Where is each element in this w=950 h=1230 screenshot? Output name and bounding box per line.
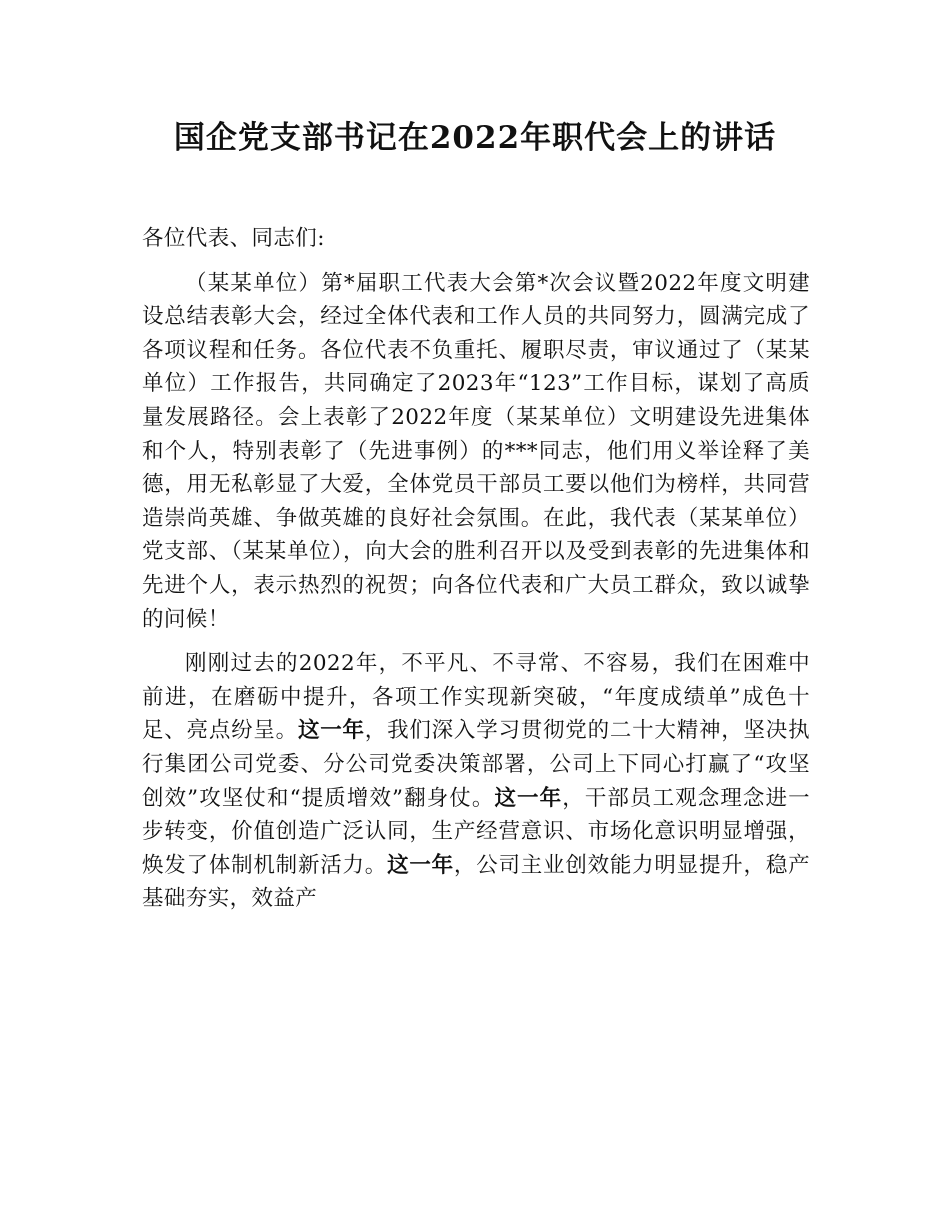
paragraph-2-text-2: ，干部员工观念理念进一步转变，价值创造广泛认同，生产经营意识、市场化意识明显增强，焕发了体制机制新活力。: [142, 785, 811, 878]
paragraph-2-intro: 刚刚过去的2022年，不平凡、不寻常、不容易，我们在困难中前进，在磨砺中提升，各项工作实现新突破，“年度成绩单”成色十足、亮点纷呈。: [142, 651, 810, 744]
paragraph-2: [142, 647, 810, 916]
paragraph-2-text-3: ，公司主业创效能力明显提升，稳产基础夯实，效益产: [142, 852, 811, 912]
document-title: 国企党支部书记在2022年职代会上的讲话: [173, 120, 777, 156]
paragraph-2-text-1: ，我们深入学习贯彻党的二十大精神，坚决执行集团公司党委、分公司党委决策部署，公司上下同心打赢了“攻坚创效”攻坚仗和“提质增效”翻身仗。: [142, 718, 810, 811]
greeting: 各位代表、同志们:: [142, 226, 325, 251]
bold-lead-2: 这一年: [494, 785, 563, 811]
bold-lead-3: 这一年: [387, 852, 454, 878]
bold-lead-1: 这一年: [297, 718, 365, 744]
paragraph-1: （某某单位）第*届职工代表大会第*次会议暨2022年度文明建设总结表彰大会，经过全体代表和工作人员的共同努力，圆满完成了各项议程和任务。各位代表不负重托、履职尽责，审议通过了（某某单位）工作报告，共同确定了2023年“123”工作目标，谋划了高质量发展路径。会上表彰了2022年度（某某单位）文明建设先进集体和个人，特别表彰了（先进事例）的***同志，他们用义举诠释了美德，用无私彰显了大爱，全体党员干部员工要以他们为榜样，共同营造崇尚英雄、争做英雄的良好社会氛围。在此，我代表（某某单位）党支部、（某某单位），向大会的胜利召开以及受到表彰的先进集体和先进个人，表示热烈的祝贺；向各位代表和广大员工群众，致以诚挚的问候！: [142, 270, 810, 632]
document-body: [142, 222, 810, 927]
